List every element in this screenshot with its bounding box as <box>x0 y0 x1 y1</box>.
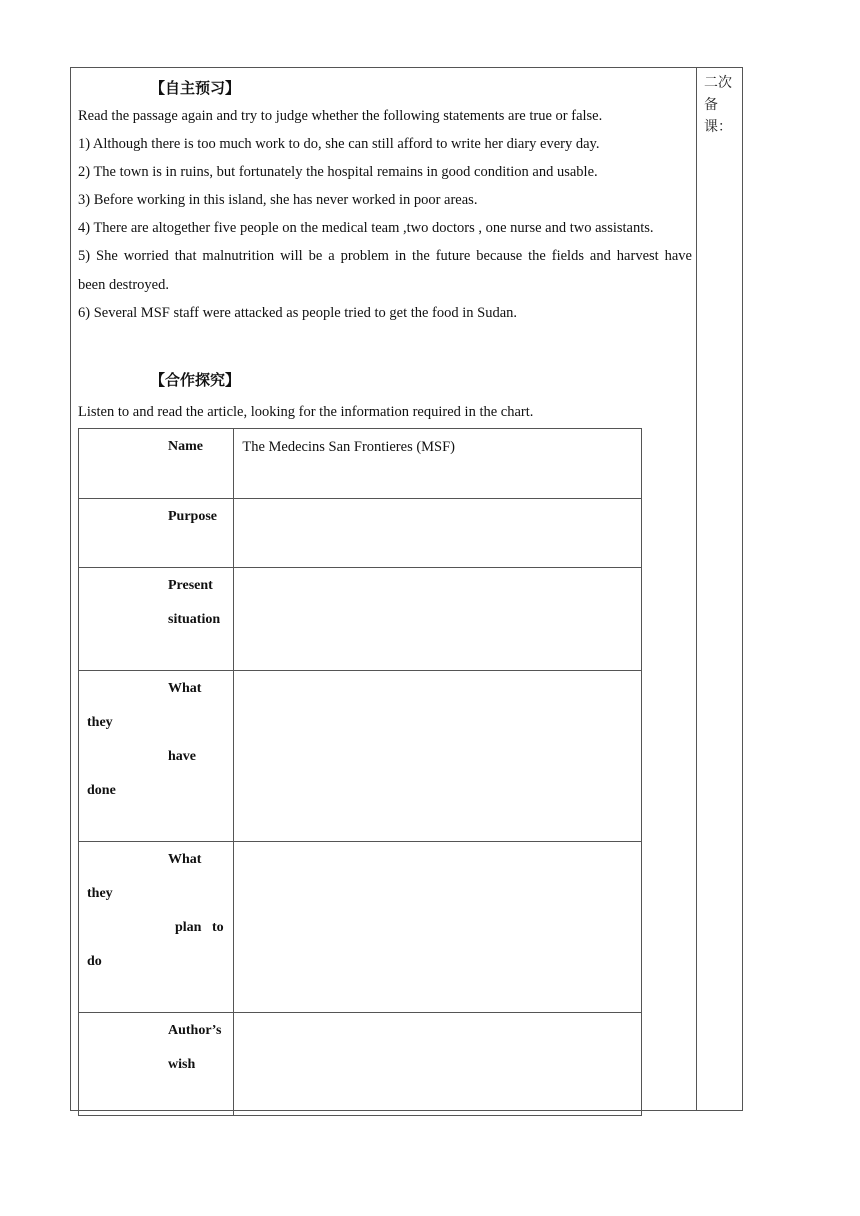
answer-cell-purpose[interactable] <box>234 499 642 568</box>
statement-6: 6) Several MSF staff were attacked as people tried to get the food in Sudan. <box>78 305 518 321</box>
row-label: Present <box>168 578 213 593</box>
row-label: have <box>168 749 196 764</box>
chart-row-what-they-plan-to-do <box>79 842 642 1013</box>
row-label: What <box>168 681 202 696</box>
answer-cell-present-situation[interactable] <box>234 568 642 671</box>
row-value: The Medecins San Frontieres (MSF) <box>242 439 456 455</box>
statement-5: 5) She worried that malnutrition will be a problem in the future because the fields and harvest have <box>78 248 692 264</box>
chart-instruction: Listen to and read the article, looking for the information required in the chart. <box>78 404 534 420</box>
statement-1: 1) Although there is too much work to do, she can still afford to write her diary every day. <box>78 136 600 152</box>
statement-5-continued: been destroyed. <box>78 277 169 293</box>
section-heading-self-study: 【自主预习】 <box>150 79 241 97</box>
row-value <box>234 842 641 852</box>
row-label: they <box>87 715 113 730</box>
instruction-text: Read the passage again and try to judge whether the following statements are true or false. <box>78 108 603 124</box>
row-value <box>234 1013 641 1023</box>
statement-3: 3) Before working in this island, she has never worked in poor areas. <box>78 192 478 208</box>
chart-row-purpose <box>79 499 642 568</box>
row-label: Author’s <box>168 1023 222 1038</box>
info-chart <box>78 428 642 1116</box>
row-label: done <box>87 783 116 798</box>
row-label: wish <box>168 1057 196 1072</box>
chart-row-present-situation <box>79 568 642 671</box>
row-label: situation <box>168 612 221 627</box>
chart-row-what-they-have-done <box>79 671 642 842</box>
answer-cell-what-they-have-done[interactable] <box>234 671 642 842</box>
answer-cell-what-they-plan-to-do[interactable] <box>234 842 642 1013</box>
answer-cell-name[interactable] <box>234 429 642 499</box>
side-note: 二次备课： <box>704 75 732 135</box>
chart-row-name <box>79 429 642 499</box>
row-label: they <box>87 886 113 901</box>
chart-row-authors-wish <box>79 1013 642 1116</box>
row-label: Purpose <box>168 509 217 524</box>
section-heading-cooperative-inquiry: 【合作探究】 <box>150 371 241 389</box>
statement-4: 4) There are altogether five people on the medical team ,two doctors , one nurse and two assistants. <box>78 220 654 236</box>
statement-2: 2) The town is in ruins, but fortunately the hospital remains in good condition and usable. <box>78 164 598 180</box>
row-value <box>234 568 641 578</box>
answer-cell-authors-wish[interactable] <box>234 1013 642 1116</box>
side-column-divider <box>696 67 697 1111</box>
row-label: plan to <box>175 920 224 935</box>
row-label: do <box>87 954 102 969</box>
row-value <box>234 499 641 509</box>
row-label: Name <box>168 439 203 454</box>
row-label: What <box>168 852 202 867</box>
row-value <box>234 671 641 681</box>
